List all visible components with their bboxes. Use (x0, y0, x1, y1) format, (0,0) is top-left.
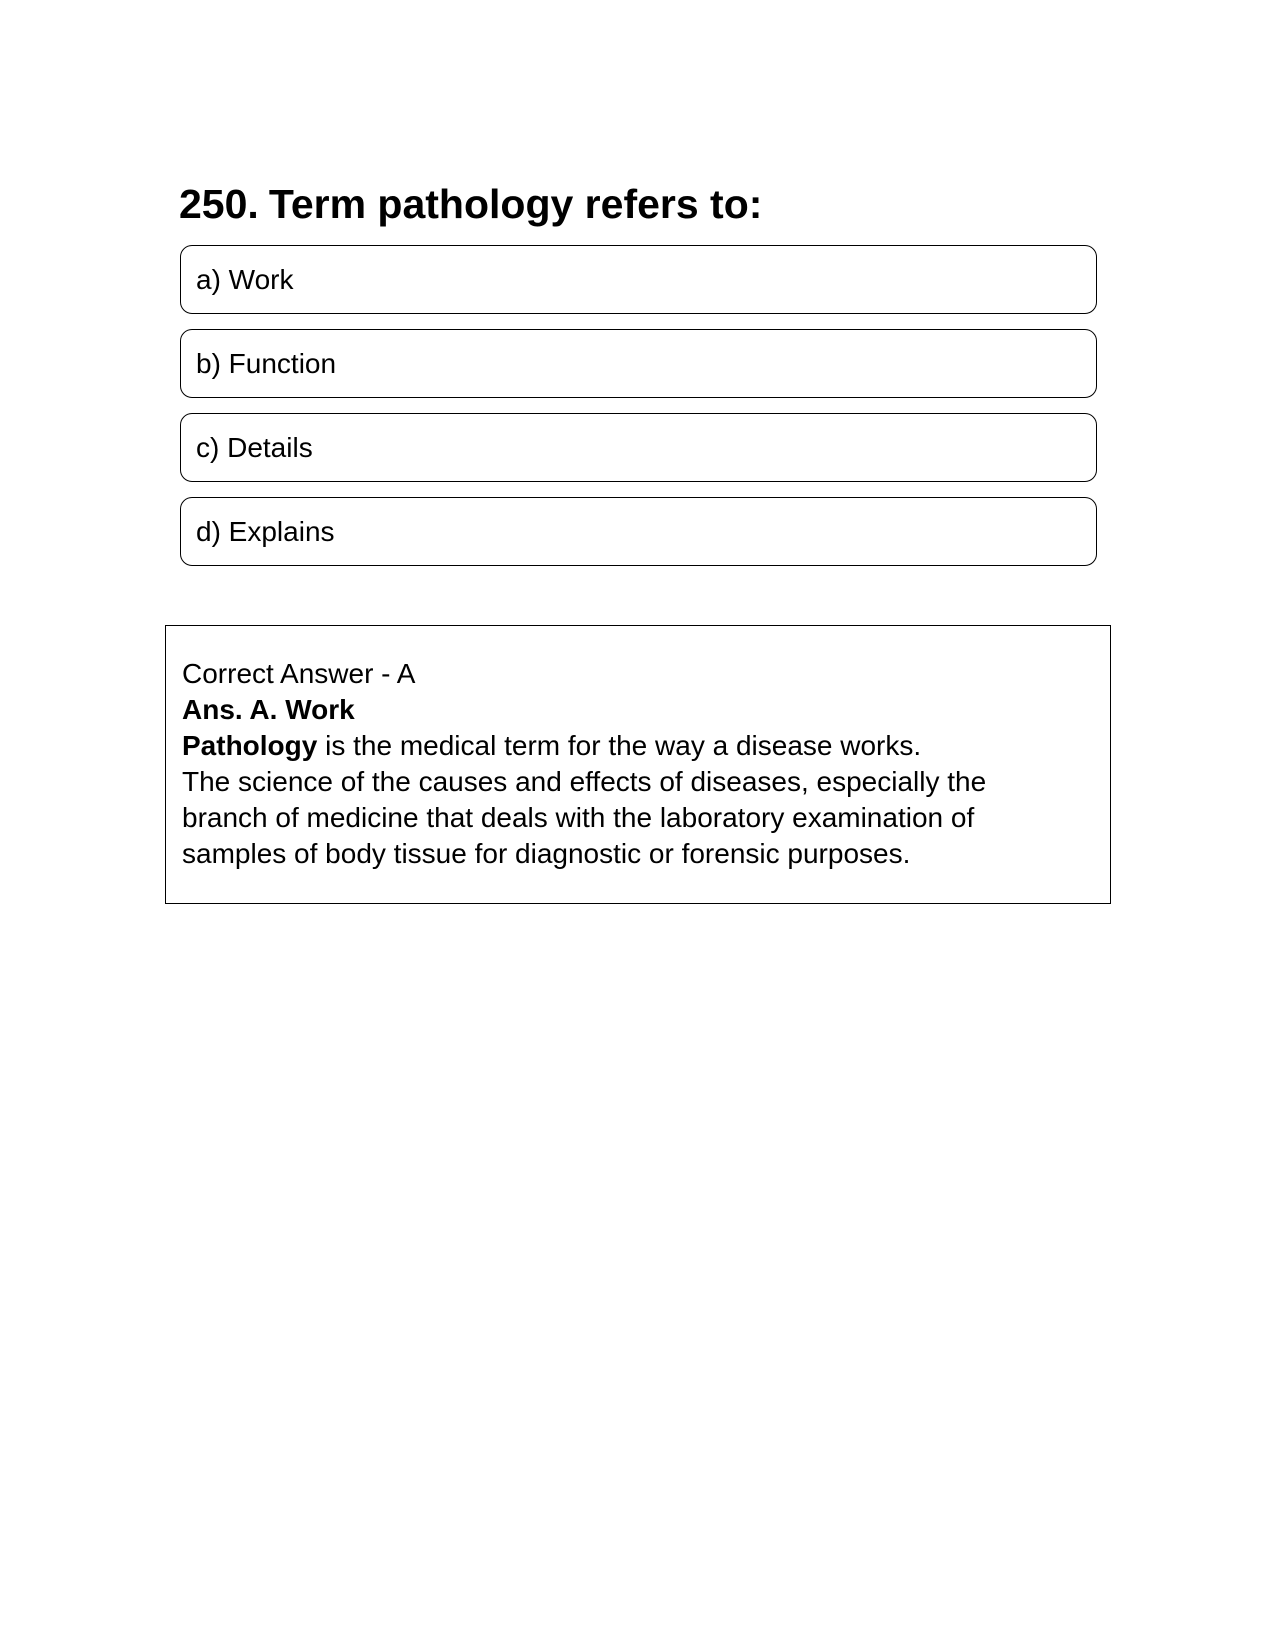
explanation-line-3: samples of body tissue for diagnostic or forensic purposes. (182, 838, 911, 869)
explanation-line-1: The science of the causes and effects of diseases, especially the (182, 766, 987, 797)
answer-heading: Ans. A. Work (182, 694, 355, 725)
question-number: 250. (179, 181, 259, 227)
option-b[interactable] (180, 329, 1097, 398)
option-b-label: b) Function (196, 347, 337, 379)
option-d[interactable] (180, 497, 1097, 566)
option-c-label: c) Details (196, 431, 313, 463)
options-list (180, 245, 1097, 581)
question-text: Term pathology refers to: (268, 181, 763, 227)
pathology-term: Pathology (182, 730, 318, 761)
question-heading (179, 176, 762, 232)
pathology-definition (182, 728, 1095, 764)
explanation-line-2: branch of medicine that deals with the laboratory examination of (182, 802, 975, 833)
option-a-label: a) Work (196, 263, 294, 295)
answer-explanation-box (165, 625, 1111, 904)
option-a[interactable] (180, 245, 1097, 314)
option-c[interactable] (180, 413, 1097, 482)
option-d-label: d) Explains (196, 515, 335, 547)
correct-answer-line: Correct Answer - A (182, 658, 416, 689)
pathology-definition-text: is the medical term for the way a disease works. (317, 730, 922, 761)
